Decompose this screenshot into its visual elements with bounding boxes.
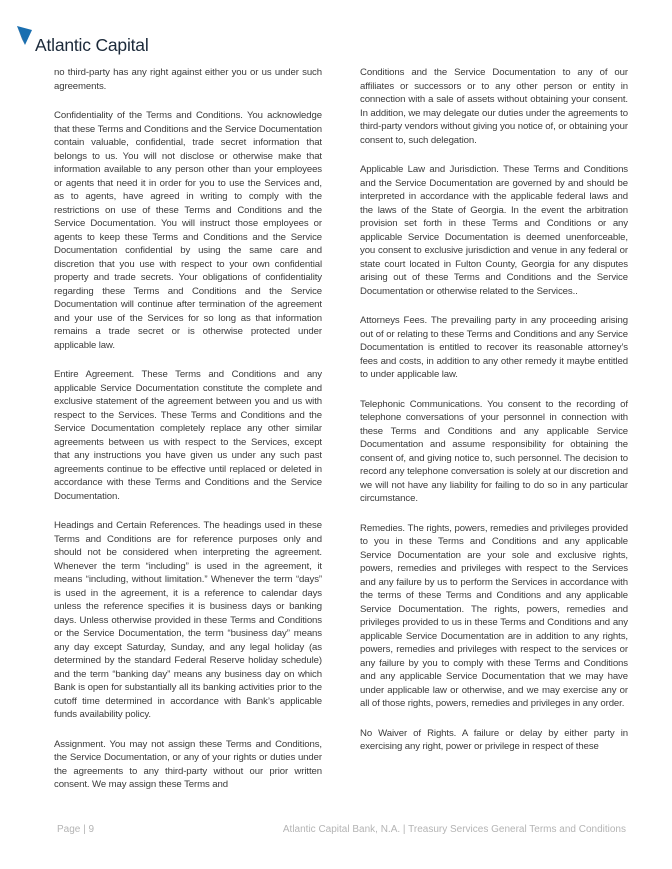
- paragraph-heading: Assignment.: [54, 738, 106, 750]
- paragraph: [360, 163, 628, 298]
- paragraph-body: You consent to the recording of telephone conversations of your personnel in connection with these Terms and Conditions and any applicable Service Documentation and assume responsibility for obtaining the consent of, and giving notice to, such personnel. The decision to record any telephone conversation is solely at our discretion and we will not have any liability for failing to do so in any particular circumstance.: [360, 398, 628, 504]
- paragraph: [54, 738, 322, 792]
- paragraph-body: no third-party has any right against either you or us under such agreements.: [54, 67, 322, 92]
- paragraph-heading: Applicable Law and Jurisdiction.: [360, 164, 499, 175]
- paragraph: [360, 727, 628, 754]
- paragraph: [54, 109, 322, 352]
- paragraph-heading: Headings and Certain References.: [54, 520, 201, 531]
- paragraph-body: These Terms and Conditions and the Service Documentation are governed by and should be interpreted in accordance with the applicable federal laws and the laws of the State of Georgia. In the event the arbitration provision set forth in these Terms and Conditions or any applicable Service Documentation is deemed unenforceable, you consent to exclusive jurisdiction and venue in any federal or state court located in Fulton County, Georgia for any disputes arising out of these Terms and Conditions and the Service Documentation or otherwise related to the Services..: [360, 164, 629, 297]
- paragraph-body: The prevailing party in any proceeding arising out of or relating to these Terms and Conditions and any Service Documentation is entitled to recover its reasonable attorney’s fees and costs, in addition to any other remedy it maybe entitled to under applicable law.: [360, 315, 628, 380]
- paragraph: [360, 66, 628, 147]
- paragraph-heading: No Waiver of Rights.: [360, 727, 457, 739]
- paragraph-heading: Entire Agreement.: [54, 369, 135, 380]
- paragraph-body: These Terms and Conditions and any applicable Service Documentation constitute the complete and exclusive statement of the agreement between you and us with respect to the Services. These Terms and Conditions and the Service Documentation completely replace any other similar agreements between us with respect to the Services, except that any instructions you have given us under any such past agreements continue to be effective until replaced or deleted in accordance with these Terms and Conditions and the Service Documentation.: [54, 369, 322, 502]
- page-number: Page | 9: [57, 824, 95, 835]
- paragraph: [360, 398, 628, 506]
- logo-text: Atlantic Capital: [35, 35, 149, 55]
- paragraph: [54, 66, 322, 93]
- paragraph-body: A failure or delay by either party in exercising any right, power or privilege in respect of these: [360, 727, 628, 752]
- paragraph-body: The rights, powers, remedies and privileges provided to you in these Terms and Conditions and any applicable Service Documentation are your sole and exclusive rights, powers, remedies and privileges with respect to the Services and any failure by us to perform the Services in accordance with the terms of these Terms and Conditions and any applicable Service Documentation. The rights, powers, remedies and privileges provided to us in these Terms and Conditions and any applicable Service Documentation are in addition to any rights, powers, remedies and privileges with respect to the services or any failure by you to comply with these Terms and Conditions and any applicable Service Documentation that we may have under applicable law or otherwise, and we may exercise any or all of those rights, powers, remedies and privileges in any order.: [360, 522, 628, 709]
- paragraph-body: The headings used in these Terms and Conditions are for reference purposes only and should not be considered when interpreting the agreement. Whenever the term “including” is used in the agreement, it means “including, without limitation.” Whenever the term “days” is used in the agreement, it is a reference to calendar days unless the reference specifies it is business days or banking days. Unless otherwise provided in these Terms and Conditions or the Service Documentation, the term “business day” means any day except Saturday, Sunday, and any legal holiday (as determined by the standard Federal Reserve holiday schedule) and the term “banking day” means any business day on which Bank is open for substantially all its banking activities prior to the cutoff time determined in accordance with Bank’s applicable funds availability policy.: [54, 520, 322, 720]
- paragraph-heading: Remedies.: [360, 522, 405, 534]
- paragraph-heading: Attorneys Fees.: [360, 315, 428, 326]
- paragraph: [54, 519, 322, 722]
- paragraph: [360, 522, 628, 711]
- paragraph-body: You may not assign these Terms and Conditions, the Service Documentation, or any of your rights or duties under the agreements to any third-party without our prior written consent. We may assign these Terms and: [54, 738, 322, 790]
- logo-triangle-icon: [17, 26, 33, 46]
- paragraph-heading: Telephonic Communications.: [360, 398, 483, 410]
- left-column: [54, 66, 322, 792]
- paragraph: [360, 314, 628, 382]
- footer-document-title: Atlantic Capital Bank, N.A. | Treasury Services General Terms and Conditions: [282, 824, 626, 835]
- right-column: [360, 66, 628, 754]
- paragraph: [54, 368, 322, 503]
- paragraph-body: You acknowledge that these Terms and Conditions and the Service Documentation contain valuable, confidential, trade secret information that belongs to us. You will not disclose or otherwise make that information available to any person other than your employees or agents that need it in order for you to use the Services and, as to agents, have agreed in writing to comply with the restrictions on use of these Terms and Conditions and the Service Documentation. You will instruct those employees or agents to keep these Terms and Conditions and the Service Documentation confidential by using the same care and discretion that you use with respect to your own confidential property and trade secrets. Your obligations of confidentiality regarding these Terms and Conditions and the Service Documentation will continue after termination of the agreement and your use of the Services for so long as that information remains a trade secret or is otherwise protected under applicable law.: [54, 110, 322, 351]
- paragraph-body: Conditions and the Service Documentation to any of our affiliates or successors or to any other person or entity in connection with a sale of assets without obtaining your consent. In addition, we may delegate our duties under the agreements to third-party vendors without giving you notice of, or obtaining your consent to, such delegation.: [360, 67, 628, 146]
- paragraph-heading: Confidentiality of the Terms and Conditions.: [54, 110, 243, 121]
